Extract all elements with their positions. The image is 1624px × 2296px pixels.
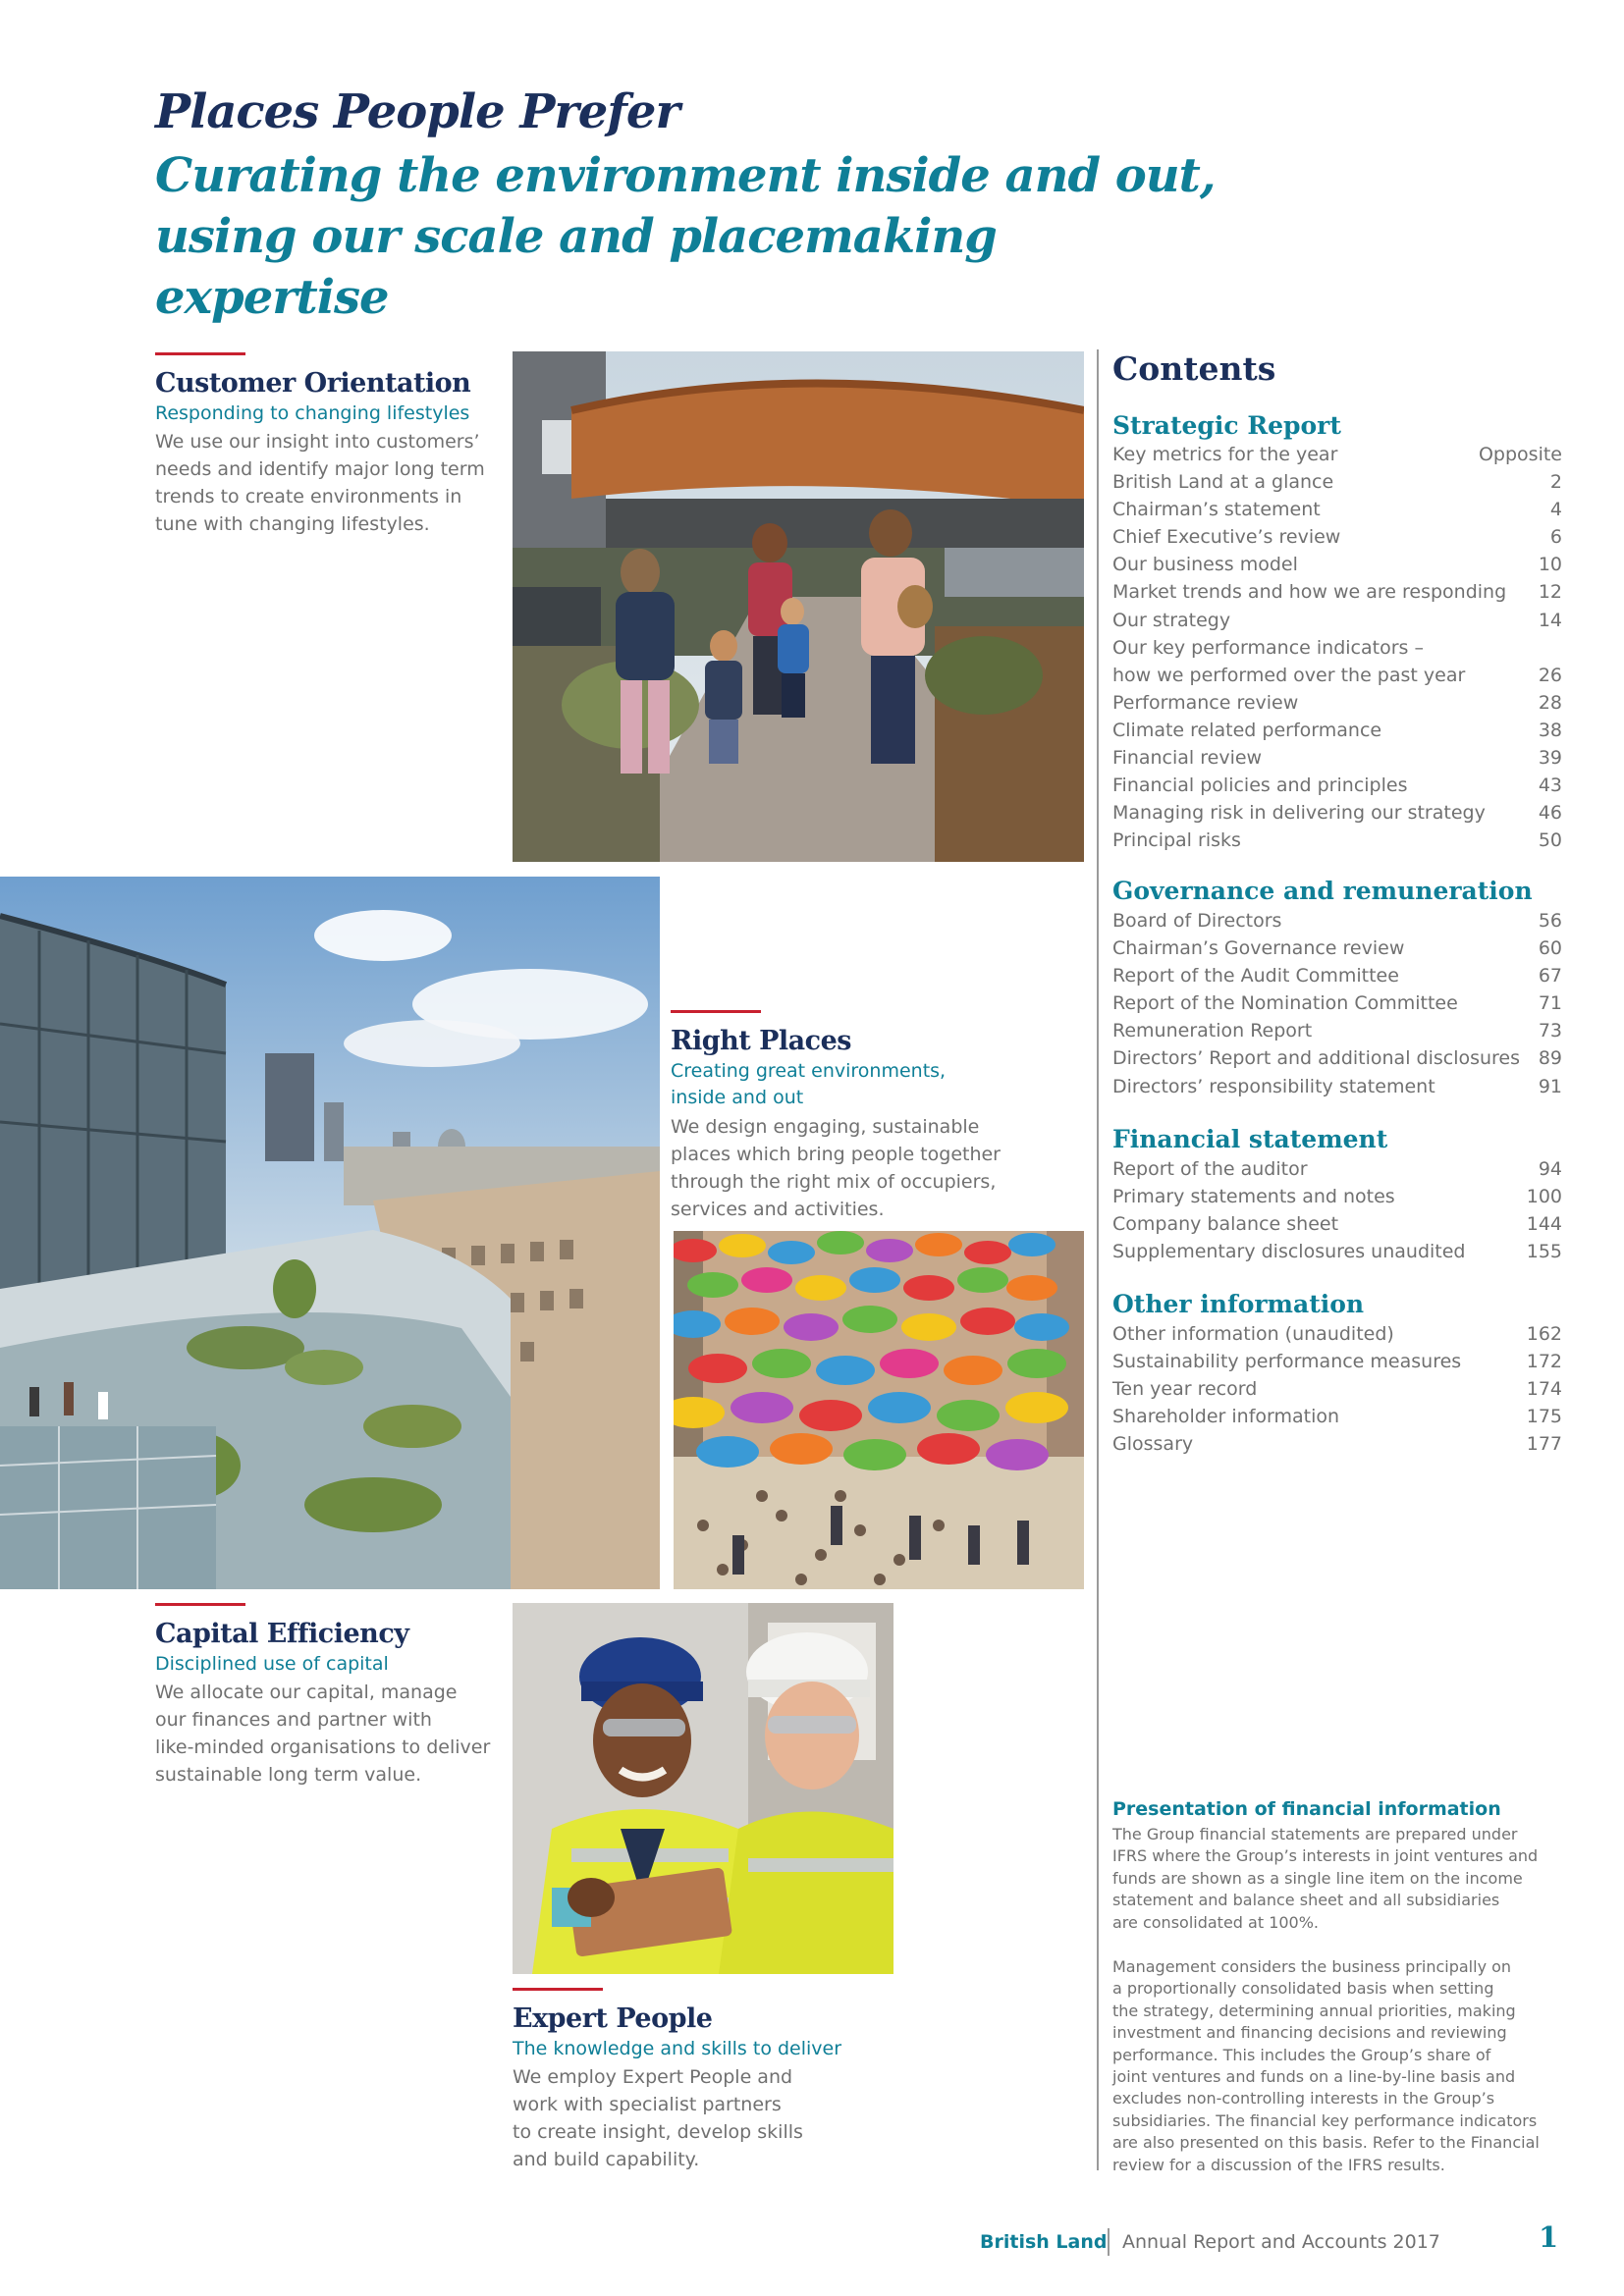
toc-entry-page: 71	[1538, 992, 1562, 1015]
capital-efficiency-title: Capital Efficiency	[155, 1619, 409, 1649]
paragraph-line: the strategy, determining annual priorities, making	[1112, 2001, 1516, 2020]
paragraph-line: Management considers the business principally on	[1112, 1957, 1512, 1976]
section-rule	[671, 1010, 761, 1013]
body-line: our finances and partner with	[155, 1709, 432, 1731]
capital-efficiency-body	[155, 1679, 490, 1789]
section-rule	[155, 352, 245, 355]
toc-list-other-information	[1112, 1320, 1562, 1458]
toc-entry-page: 67	[1538, 965, 1562, 988]
paragraph-line: investment and financing decisions and reviewing	[1112, 2023, 1507, 2043]
body-line: tune with changing lifestyles.	[155, 513, 430, 535]
toc-entry[interactable]	[1112, 907, 1562, 934]
toc-entry-label: Other information (unaudited)	[1112, 1323, 1394, 1345]
toc-entry-label: Glossary	[1112, 1433, 1194, 1456]
toc-entry-page: 38	[1538, 719, 1562, 741]
right-places-body	[671, 1113, 1001, 1223]
body-line: We use our insight into customers’	[155, 431, 480, 453]
toc-entry-label: Supplementary disclosures unaudited	[1112, 1241, 1466, 1263]
page-title: Places People Prefer	[155, 84, 679, 139]
body-line: We allocate our capital, manage	[155, 1682, 458, 1703]
toc-entry-page: 89	[1538, 1047, 1562, 1070]
expert-people-subtitle: The knowledge and skills to deliver	[513, 2038, 842, 2059]
toc-entry-page: 175	[1526, 1406, 1562, 1428]
toc-entry[interactable]	[1112, 1155, 1562, 1183]
contents-divider	[1097, 349, 1099, 2170]
toc-entry-page: 177	[1526, 1433, 1562, 1456]
right-places-subtitle	[671, 1058, 946, 1111]
toc-entry-label: Remuneration Report	[1112, 1020, 1313, 1042]
body-line: We employ Expert People and	[513, 2066, 793, 2088]
body-line: places which bring people together	[671, 1144, 1001, 1165]
toc-entry[interactable]	[1112, 827, 1562, 854]
toc-entry[interactable]	[1112, 1238, 1562, 1265]
customer-orientation-title: Customer Orientation	[155, 368, 471, 399]
section-rule	[155, 1603, 245, 1606]
body-line: needs and identify major long term	[155, 458, 485, 480]
construction-workers-photo	[513, 1603, 893, 1974]
capital-efficiency-subtitle: Disciplined use of capital	[155, 1653, 389, 1675]
toc-entry-label: British Land at a glance	[1112, 471, 1334, 494]
toc-entry-page: 10	[1538, 554, 1562, 576]
page-number: 1	[1539, 2220, 1559, 2254]
toc-entry[interactable]	[1112, 772, 1562, 799]
footer-separator	[1108, 2228, 1110, 2256]
toc-entry[interactable]	[1112, 799, 1562, 827]
toc-entry[interactable]	[1112, 1320, 1562, 1348]
subtitle-line: Creating great environments,	[671, 1060, 947, 1082]
body-line: and build capability.	[513, 2149, 700, 2170]
toc-entry[interactable]	[1112, 607, 1562, 634]
paragraph-line: IFRS where the Group’s interests in joint ventures and	[1112, 1846, 1539, 1866]
toc-entry-label: Principal risks	[1112, 829, 1241, 852]
toc-entry[interactable]	[1112, 989, 1562, 1017]
toc-entry[interactable]	[1112, 1210, 1562, 1238]
body-line: work with specialist partners	[513, 2094, 782, 2115]
toc-entry-label: Our strategy	[1112, 609, 1231, 631]
toc-entry-label: Our key performance indicators –	[1112, 636, 1424, 659]
paragraph-line: are also presented on this basis. Refer to the Financial	[1112, 2133, 1540, 2153]
toc-heading-strategic-report: Strategic Report	[1112, 411, 1341, 440]
paragraph-line: are consolidated at 100%.	[1112, 1912, 1320, 1932]
toc-entry-page: 73	[1538, 1020, 1562, 1042]
toc-entry-label: Company balance sheet	[1112, 1213, 1339, 1236]
toc-entry[interactable]	[1112, 1044, 1562, 1072]
toc-entry[interactable]	[1112, 578, 1562, 606]
rooftop-city-photo	[0, 877, 660, 1589]
body-line: sustainable long term value.	[155, 1764, 422, 1786]
toc-list-strategic-report	[1112, 441, 1562, 854]
toc-entry-page: 56	[1538, 910, 1562, 932]
toc-entry-page: 12	[1538, 581, 1562, 604]
body-line: We design engaging, sustainable	[671, 1116, 980, 1138]
toc-entry[interactable]	[1112, 1430, 1562, 1458]
toc-entry-label: how we performed over the past year	[1112, 664, 1466, 686]
toc-entry-label: Financial policies and principles	[1112, 774, 1408, 797]
toc-entry-label: Directors’ Report and additional disclosures	[1112, 1047, 1521, 1070]
toc-entry-label: Managing risk in delivering our strategy	[1112, 802, 1486, 825]
footer-brand: British Land	[980, 2231, 1108, 2253]
footer-report-title: Annual Report and Accounts 2017	[1122, 2231, 1440, 2253]
toc-entry[interactable]	[1112, 634, 1562, 662]
toc-entry-page: 43	[1538, 774, 1562, 797]
umbrellas-street-photo	[674, 1231, 1084, 1589]
toc-heading-other-information: Other information	[1112, 1290, 1365, 1318]
toc-list-governance	[1112, 907, 1562, 1100]
expert-people-body	[513, 2063, 803, 2173]
paragraph-line: The Group financial statements are prepared under	[1112, 1825, 1518, 1843]
toc-entry-page: 172	[1526, 1351, 1562, 1373]
presentation-paragraph-1	[1112, 1824, 1569, 1934]
toc-entry[interactable]	[1112, 934, 1562, 962]
paragraph-line: subsidiaries. The financial key performance indicators	[1112, 2110, 1538, 2130]
toc-entry[interactable]	[1112, 717, 1562, 744]
toc-entry-page: 60	[1538, 937, 1562, 960]
toc-entry-label: Primary statements and notes	[1112, 1186, 1395, 1208]
paragraph-line: excludes non-controlling interests in the Group’s	[1112, 2089, 1495, 2109]
toc-entry-page: 91	[1538, 1075, 1562, 1097]
toc-entry[interactable]	[1112, 1375, 1562, 1403]
paragraph-line: performance. This includes the Group’s share of	[1112, 2045, 1491, 2064]
toc-entry-page: 4	[1549, 499, 1562, 521]
toc-heading-financial-statement: Financial statement	[1112, 1125, 1388, 1153]
subtitle-line: inside and out	[671, 1087, 804, 1108]
toc-entry-page: 39	[1538, 747, 1562, 770]
page-subtitle-line: using our scale and placemaking expertise	[155, 209, 997, 325]
toc-entry-label: Chairman’s statement	[1112, 499, 1321, 521]
paragraph-line: funds are shown as a single line item on the income	[1112, 1868, 1523, 1888]
toc-entry-page: 6	[1549, 526, 1562, 549]
toc-entry[interactable]	[1112, 468, 1562, 496]
toc-entry[interactable]	[1112, 551, 1562, 578]
toc-entry-page: 174	[1526, 1378, 1562, 1401]
body-line: like-minded organisations to deliver	[155, 1736, 491, 1758]
toc-entry[interactable]	[1112, 1403, 1562, 1430]
toc-entry[interactable]	[1112, 496, 1562, 523]
paragraph-line: statement and balance sheet and all subsidiaries	[1112, 1891, 1500, 1910]
body-line: through the right mix of occupiers,	[671, 1171, 997, 1193]
toc-entry-page: 46	[1538, 802, 1562, 825]
toc-entry-page: 94	[1538, 1158, 1562, 1180]
toc-entry-page: 50	[1538, 829, 1562, 852]
customer-orientation-subtitle: Responding to changing lifestyles	[155, 402, 470, 424]
toc-entry[interactable]	[1112, 662, 1562, 689]
contents-title: Contents	[1112, 349, 1276, 388]
section-rule	[513, 1988, 603, 1991]
toc-entry[interactable]	[1112, 523, 1562, 551]
toc-entry-label: Performance review	[1112, 691, 1299, 714]
page-subtitle-line: Curating the environment inside and out,	[155, 148, 1216, 203]
toc-entry-page: Opposite	[1478, 444, 1562, 465]
toc-entry-page: 2	[1549, 471, 1562, 494]
toc-entry-label: Climate related performance	[1112, 719, 1382, 741]
customer-orientation-body	[155, 428, 485, 538]
toc-entry-label: Report of the auditor	[1112, 1158, 1308, 1180]
toc-entry-label: Chief Executive’s review	[1112, 526, 1341, 549]
toc-entry-page: 26	[1538, 664, 1562, 686]
toc-entry-label: Financial review	[1112, 747, 1263, 770]
page-subtitle	[155, 145, 1235, 328]
toc-entry-label: Directors’ responsibility statement	[1112, 1075, 1435, 1097]
toc-entry[interactable]	[1112, 744, 1562, 772]
toc-heading-governance: Governance and remuneration	[1112, 877, 1533, 905]
toc-entry-label: Report of the Nomination Committee	[1112, 992, 1458, 1015]
toc-entry[interactable]	[1112, 1348, 1562, 1375]
toc-entry-label: Key metrics for the year	[1112, 444, 1338, 465]
body-line: to create insight, develop skills	[513, 2121, 803, 2143]
toc-entry[interactable]	[1112, 689, 1562, 717]
expert-people-title: Expert People	[513, 2003, 713, 2034]
toc-entry[interactable]	[1112, 441, 1562, 468]
toc-entry[interactable]	[1112, 1017, 1562, 1044]
right-places-title: Right Places	[671, 1026, 851, 1056]
toc-entry-page: 100	[1526, 1186, 1562, 1208]
toc-entry-page: 28	[1538, 691, 1562, 714]
toc-entry-page: 155	[1526, 1241, 1562, 1263]
family-walking-photo	[513, 351, 1084, 862]
toc-entry[interactable]	[1112, 1183, 1562, 1210]
toc-entry[interactable]	[1112, 962, 1562, 989]
toc-entry-page: 162	[1526, 1323, 1562, 1345]
toc-entry-label: Our business model	[1112, 554, 1298, 576]
paragraph-line: joint ventures and funds on a line-by-line basis and	[1112, 2067, 1516, 2087]
toc-entry-page: 144	[1526, 1213, 1562, 1236]
toc-list-financial-statement	[1112, 1155, 1562, 1265]
presentation-paragraph-2	[1112, 1956, 1569, 2176]
toc-entry[interactable]	[1112, 1073, 1562, 1100]
presentation-title: Presentation of financial information	[1112, 1798, 1501, 1820]
toc-entry-page: 14	[1538, 609, 1562, 631]
toc-entry-label: Sustainability performance measures	[1112, 1351, 1462, 1373]
toc-entry-label: Chairman’s Governance review	[1112, 937, 1405, 960]
body-line: services and activities.	[671, 1199, 885, 1220]
toc-entry-label: Market trends and how we are responding	[1112, 581, 1507, 604]
toc-entry-label: Shareholder information	[1112, 1406, 1340, 1428]
toc-entry-label: Ten year record	[1112, 1378, 1258, 1401]
toc-entry-label: Report of the Audit Committee	[1112, 965, 1399, 988]
toc-entry-label: Board of Directors	[1112, 910, 1282, 932]
paragraph-line: a proportionally consolidated basis when setting	[1112, 1979, 1494, 1999]
paragraph-line: review for a discussion of the IFRS results.	[1112, 2155, 1445, 2174]
body-line: trends to create environments in	[155, 486, 462, 507]
